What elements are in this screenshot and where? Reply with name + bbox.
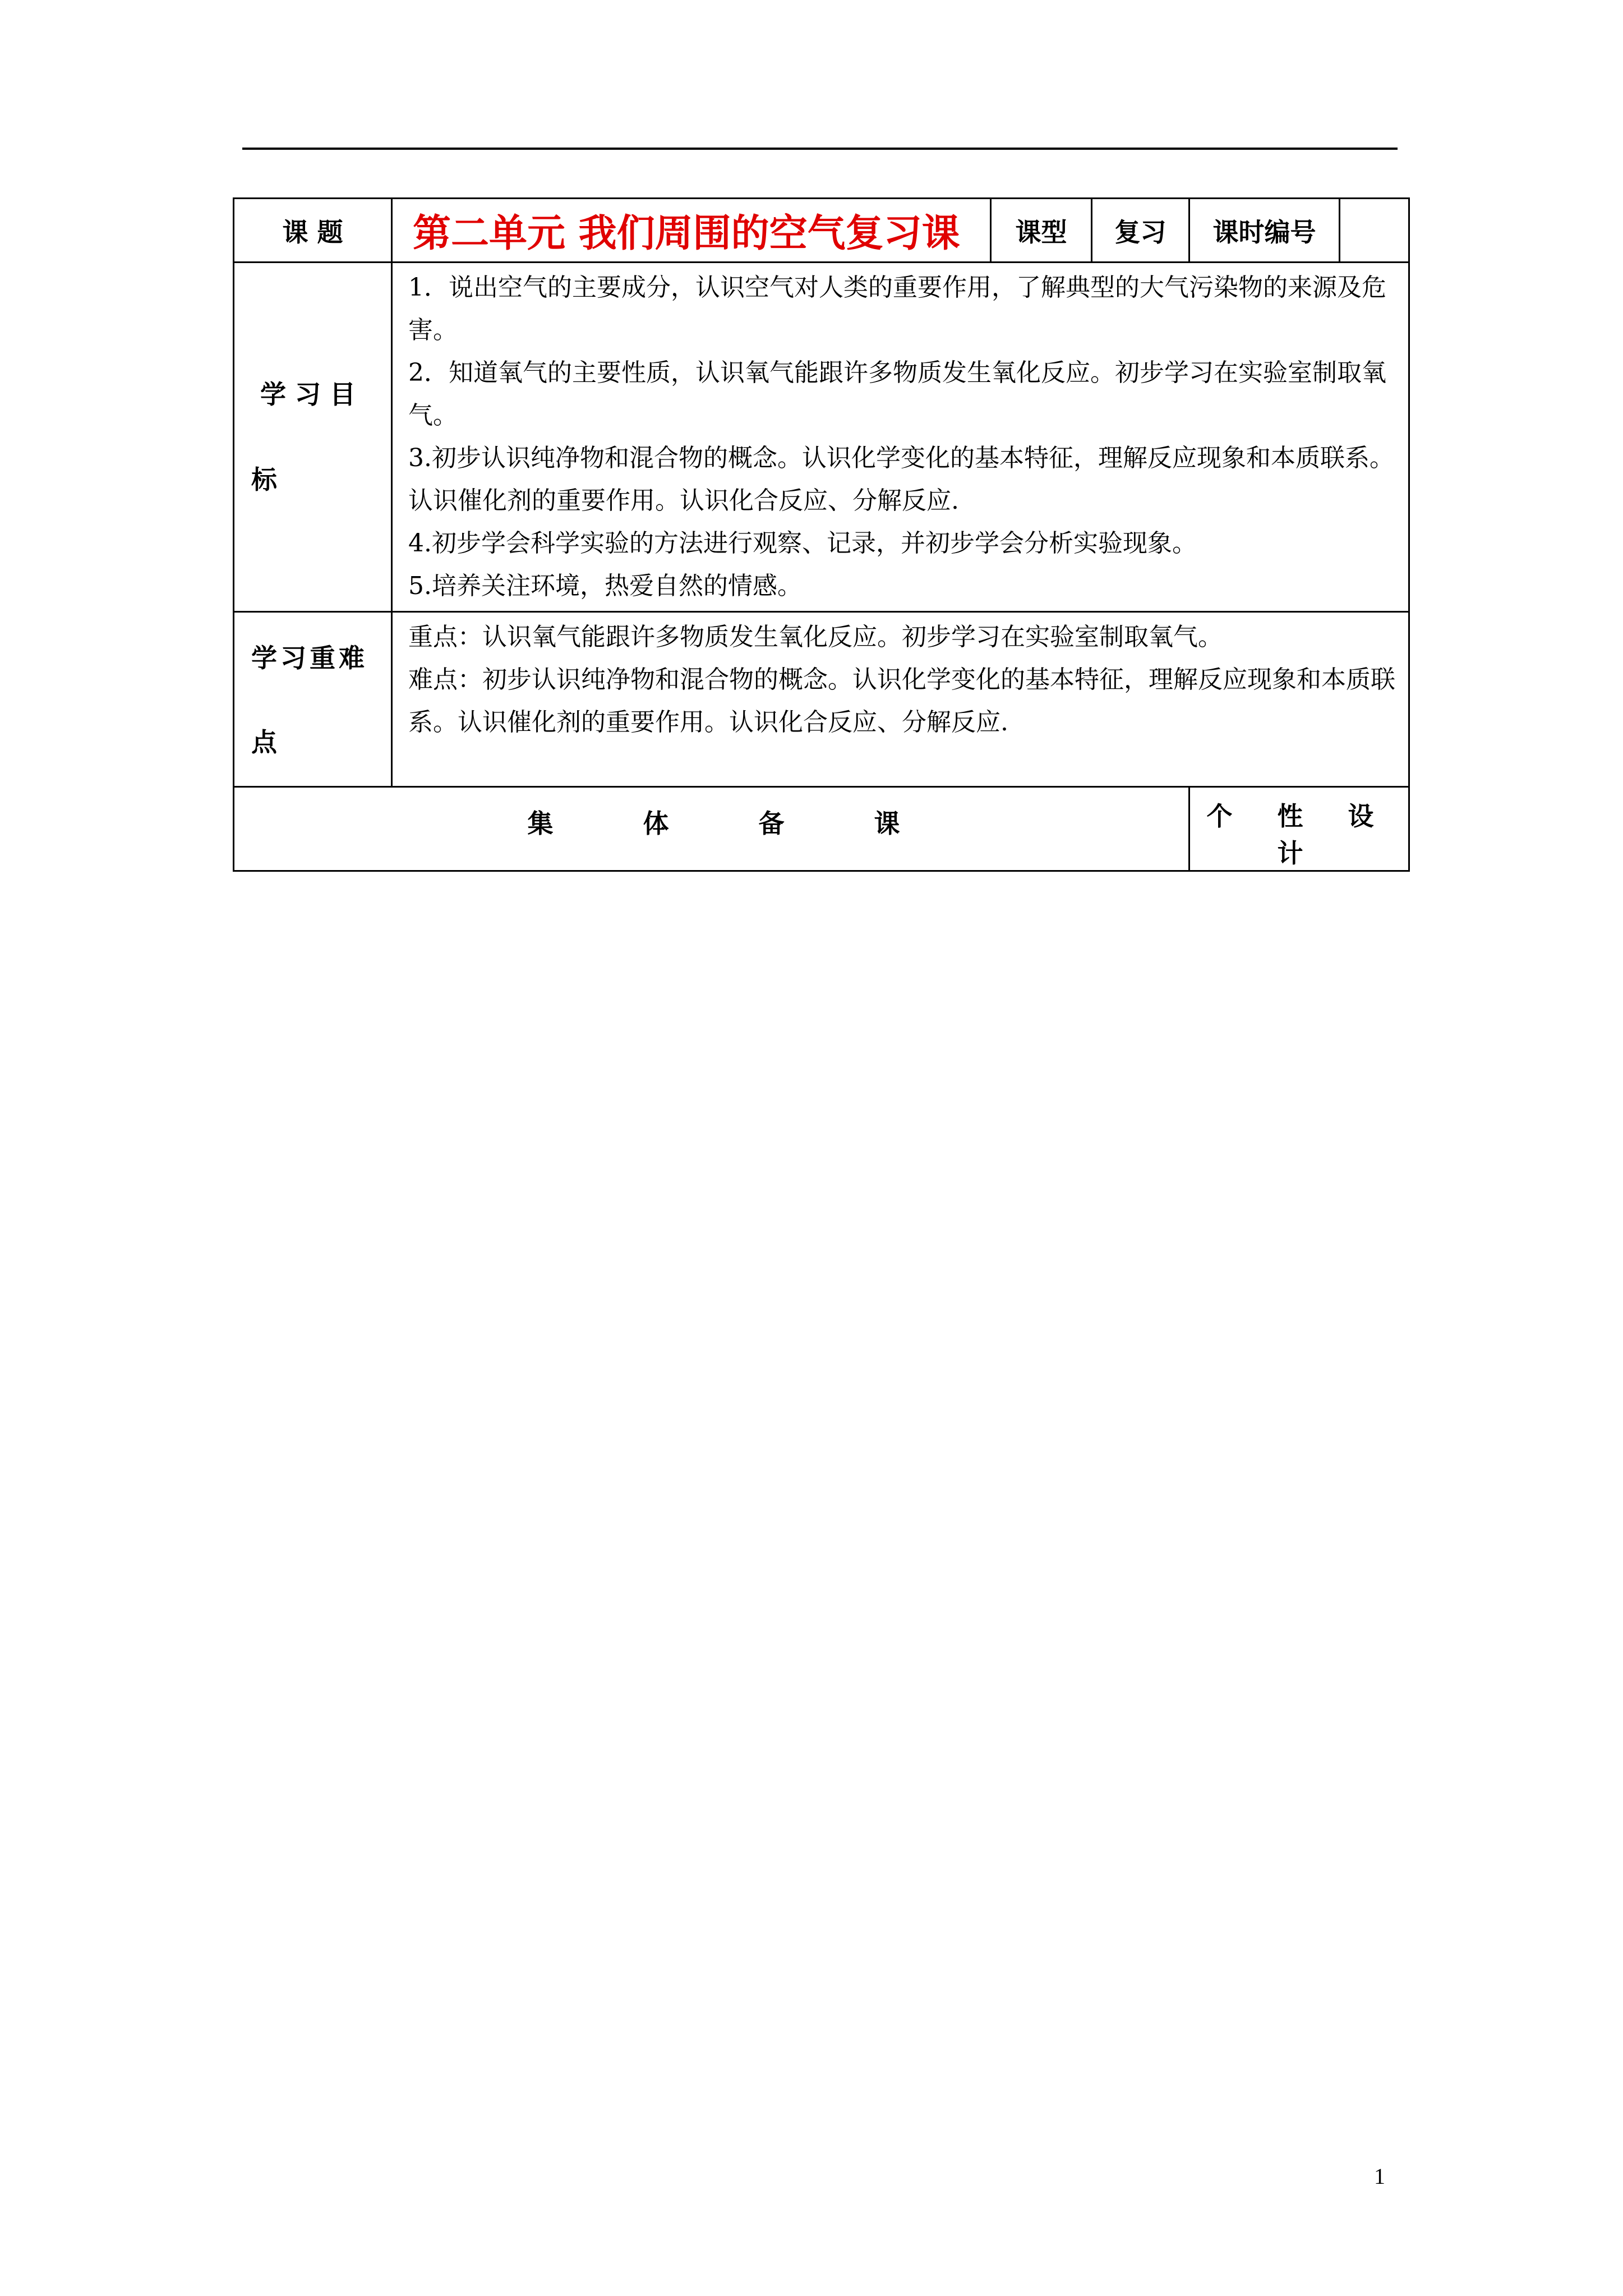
objectives-label-line2: 标 — [251, 464, 277, 495]
period-value — [1340, 199, 1409, 263]
key-difficulty: 难点：初步认识纯净物和混合物的概念。认识化学变化的基本特征，理解反应现象和本质联系。认识催化剂的重要作用。认识化合反应、分解反应. — [408, 665, 1395, 737]
key-points-content — [392, 612, 1409, 787]
type-value: 复习 — [1092, 199, 1189, 263]
objective-item: 2．知道氧气的主要性质，认识氧气能跟许多物质发生氧化反应。初步学习在实验室制取氧气。 — [408, 358, 1386, 430]
key-points-label-line2: 点 — [251, 727, 277, 757]
collective-prep-cell — [234, 787, 1189, 871]
key-points-label — [234, 612, 392, 787]
objective-item: 1．说出空气的主要成分，认识空气对人类的重要作用，了解典型的大气污染物的来源及危害。 — [408, 273, 1386, 344]
key-focus: 重点：认识氧气能跟许多物质发生氧化反应。初步学习在实验室制取氧气。 — [408, 623, 1223, 651]
objectives-content — [392, 263, 1409, 612]
objectives-label-line1: 学 习 目 — [260, 379, 356, 409]
key-points-label-line1: 学习重难 — [251, 643, 368, 673]
objectives-label — [234, 263, 392, 612]
lesson-title: 第二单元 我们周围的空气复习课 — [392, 199, 991, 263]
personal-design-cell — [1189, 787, 1409, 871]
type-label: 课型 — [991, 199, 1092, 263]
objective-item: 5.培养关注环境，热爱自然的情感。 — [408, 572, 802, 600]
lesson-plan-table — [233, 197, 1410, 872]
objective-item: 3.初步认识纯净物和混合物的概念。认识化学变化的基本特征，理解反应现象和本质联系。认识催化剂的重要作用。认识化合反应、分解反应. — [408, 444, 1394, 515]
objective-item: 4.初步学会科学实验的方法进行观察、记录，并初步学会分析实验现象。 — [408, 529, 1197, 558]
period-label: 课时编号 — [1189, 199, 1340, 263]
lesson-label: 课 题 — [234, 199, 392, 263]
title-row — [234, 199, 1409, 263]
page-number: 1 — [1374, 2164, 1385, 2189]
personal-design-label: 个 性 设 计 — [1206, 800, 1392, 868]
collective-prep-label: 集 体 备 课 — [527, 808, 940, 839]
objectives-row — [234, 263, 1409, 612]
footer-row — [234, 787, 1409, 871]
header-rule — [242, 148, 1398, 150]
key-points-row — [234, 612, 1409, 787]
